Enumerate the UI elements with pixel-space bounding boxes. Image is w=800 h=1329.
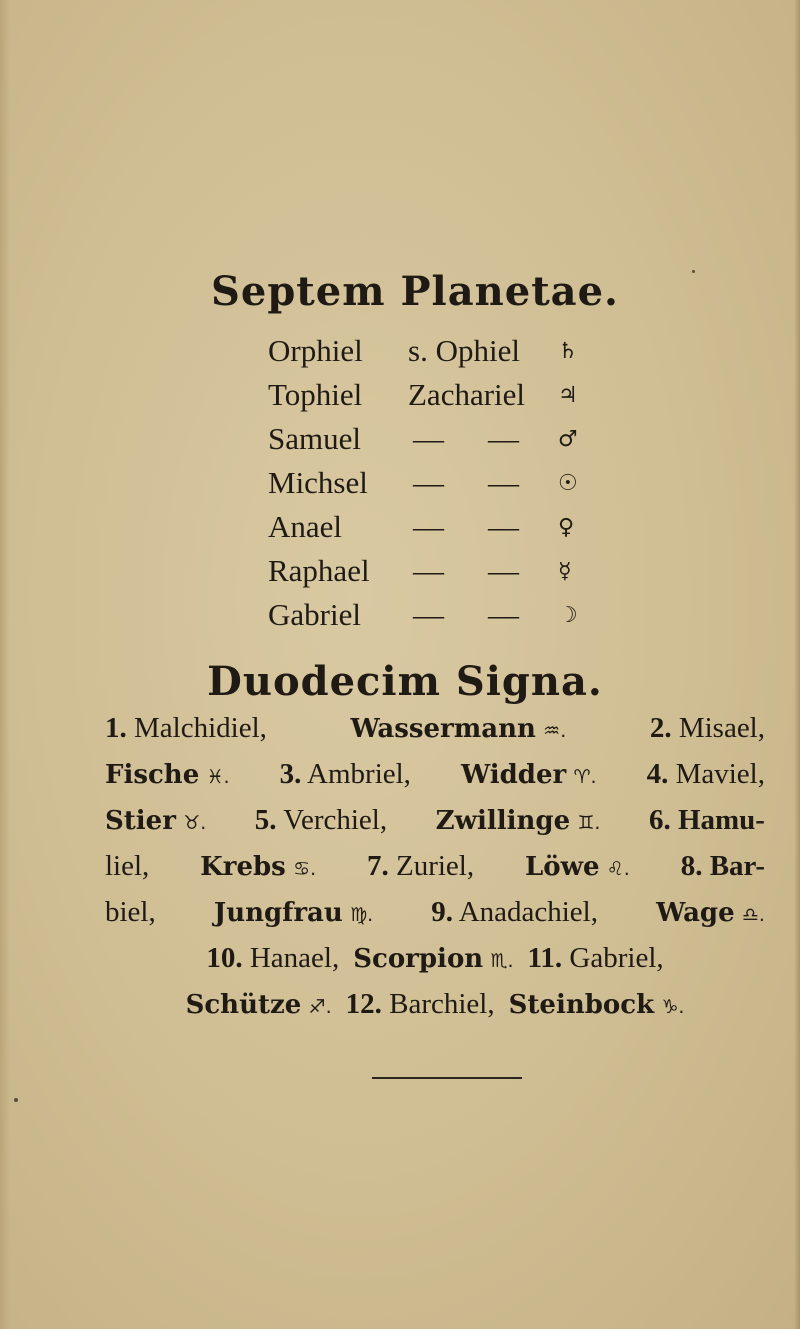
- angel-name: Maviel,: [675, 758, 765, 790]
- sagittarius-symbol: ♐.: [308, 996, 332, 1018]
- planet-angel-name: Anael: [268, 509, 343, 544]
- planet-angel-name: Samuel: [268, 421, 361, 456]
- planet-angel-name: Orphiel: [268, 333, 363, 368]
- aries-symbol: ♈.: [573, 766, 597, 788]
- sign-name: Krebs: [200, 852, 286, 882]
- angel-name: Bar-: [709, 850, 765, 882]
- sign-name: Scorpion: [353, 944, 484, 974]
- angel-name: biel,: [105, 896, 156, 928]
- ditto-dash: —: [488, 553, 519, 588]
- paper-speck: [692, 270, 695, 273]
- sign-number: 9.: [431, 896, 454, 928]
- planet-row: [258, 421, 598, 465]
- capricorn-symbol: ♑.: [661, 996, 685, 1018]
- planet-row: [258, 597, 598, 641]
- angel-name: Hanael,: [249, 942, 340, 974]
- sign-name: Zwillinge: [435, 806, 571, 836]
- sign-number: 11.: [527, 942, 563, 974]
- paper-speck: [14, 1098, 18, 1102]
- planets-table: [258, 333, 598, 641]
- sign-number: 8.: [680, 850, 703, 882]
- signs-paragraph: [105, 712, 765, 1034]
- libra-symbol: ♎.: [741, 904, 765, 926]
- planet-angel-name: Michsel: [268, 465, 368, 500]
- sign-name: Wassermann: [350, 714, 536, 744]
- sign-name: Fische: [105, 760, 200, 790]
- angel-name: Gabriel,: [569, 942, 664, 974]
- ditto-dash: —: [413, 509, 444, 544]
- ditto-dash: —: [488, 465, 519, 500]
- text-line: [105, 804, 765, 850]
- sign-name: Wage: [656, 898, 735, 928]
- signs-heading: Duodecim Signa.: [207, 658, 603, 705]
- sign-name: Jungfrau: [213, 898, 343, 928]
- leo-symbol: ♌.: [606, 858, 630, 880]
- planets-heading: Septem Planetae.: [211, 268, 619, 315]
- angel-name: Hamu-: [677, 804, 765, 836]
- ditto-dash: —: [413, 421, 444, 456]
- gemini-symbol: ♊.: [577, 812, 601, 834]
- text-line: [105, 988, 765, 1034]
- ditto-dash: —: [413, 553, 444, 588]
- text-line: [105, 758, 765, 804]
- planet-row: [258, 333, 598, 377]
- ditto-dash: —: [413, 597, 444, 632]
- planet-angel-alt: Zachariel: [408, 377, 526, 412]
- scorpio-symbol: ♏.: [490, 950, 514, 972]
- sign-name: Widder: [460, 760, 567, 790]
- mars-symbol: ♂: [558, 427, 578, 452]
- planet-angel-alt: s. Ophiel: [408, 333, 520, 368]
- angel-name: Misael,: [678, 712, 765, 744]
- angel-name: Anadachiel,: [458, 896, 598, 928]
- moon-symbol: ☽: [558, 603, 578, 628]
- sign-number: 5.: [254, 804, 277, 836]
- sign-number: 7.: [367, 850, 389, 882]
- angel-name: Barchiel,: [389, 988, 495, 1020]
- sign-number: 10.: [206, 942, 243, 974]
- planet-row: [258, 377, 598, 421]
- sign-name: Schütze: [185, 990, 302, 1020]
- text-line: [105, 712, 765, 758]
- saturn-symbol: ♄: [558, 339, 578, 364]
- sign-number: 12.: [345, 988, 382, 1020]
- ditto-dash: —: [488, 509, 519, 544]
- jupiter-symbol: ♃: [558, 383, 578, 408]
- aquarius-symbol: ♒.: [543, 720, 567, 742]
- closing-rule: [372, 1077, 522, 1079]
- planet-angel-name: Gabriel: [268, 597, 361, 632]
- sign-number: 3.: [279, 758, 302, 790]
- angel-name: Ambriel,: [307, 758, 411, 790]
- planet-row: [258, 509, 598, 553]
- angel-name: Zuriel,: [396, 850, 475, 882]
- text-line: [105, 942, 765, 988]
- angel-name: Verchiel,: [283, 804, 388, 836]
- sign-number: 1.: [105, 712, 127, 744]
- angel-name: liel,: [105, 850, 150, 882]
- virgo-symbol: ♍.: [350, 904, 374, 926]
- ditto-dash: —: [488, 421, 519, 456]
- sign-name: Stier: [105, 806, 176, 836]
- sign-number: 6.: [648, 804, 671, 836]
- mercury-symbol: ☿: [558, 559, 572, 584]
- ditto-dash: —: [413, 465, 444, 500]
- sign-number: 4.: [646, 758, 669, 790]
- planet-angel-name: Tophiel: [268, 377, 363, 412]
- sign-name: Steinbock: [508, 990, 655, 1020]
- text-line: [105, 850, 765, 896]
- venus-symbol: ♀: [558, 515, 575, 540]
- planet-angel-name: Raphael: [268, 553, 370, 588]
- sign-number: 2.: [649, 712, 672, 744]
- taurus-symbol: ♉.: [183, 812, 207, 834]
- ditto-dash: —: [488, 597, 519, 632]
- planet-row: [258, 553, 598, 597]
- cancer-symbol: ♋.: [293, 858, 317, 880]
- sun-symbol: ☉: [558, 471, 578, 496]
- angel-name: Malchidiel,: [134, 712, 267, 744]
- sign-name: Löwe: [524, 852, 600, 882]
- planet-row: [258, 465, 598, 509]
- text-line: [105, 896, 765, 942]
- pisces-symbol: ♓.: [206, 766, 230, 788]
